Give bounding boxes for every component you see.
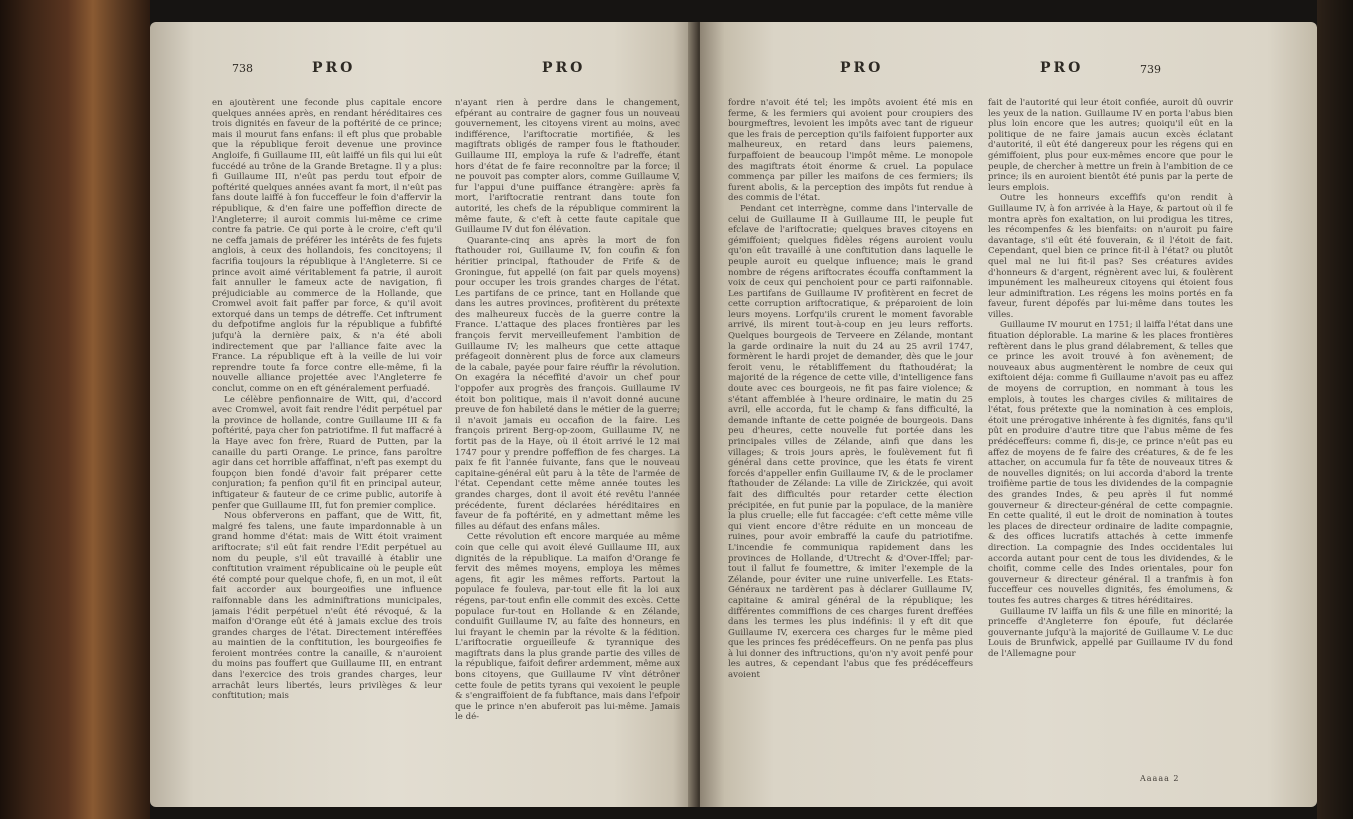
- right-running-head-1: PRO: [840, 60, 884, 76]
- paragraph: n'ayant rien à perdre dans le changement, efpérant au contraire de gagner fous un nouveau gouvernement, les citoyens virent au moins, avec indifférence, l'ariftocratie mortifiée, & les magiftrats obligés de ramper fous le ftathouder. Guillaume III, employa la rufe & l'adreffe, étant hors d'état de fe faire reconnoître par la force; il ne pouvoit pas compter alors, comme Guillaume V, fur l'appui d'une puiffance étrangère: après fa mort, l'ariftocratie rentrant dans toute fon autorité, les chefs de la république commirent la même faute, & c'eft à cette faute capitale que Guillaume IV dut fon élévation.: [455, 98, 680, 236]
- right-page-header: [840, 60, 1300, 86]
- left-running-head-2: PRO: [542, 60, 586, 76]
- book-spine: [0, 0, 150, 819]
- left-page: [150, 22, 695, 807]
- paragraph: Pendant cet interrègne, comme dans l'intervalle de celui de Guillaume II à Guillaume III, le peuple fut efclave de l'ariftocratie; quelques braves citoyens en gémiffoient; quelques fidèles régens auroient voulu qu'on eût travaillé à une conftitution dans laquelle le peuple auroit eu quelque influence; mais le grand nombre de régens ariftocrates écouffa conftamment la voix de ceux qui penchoient pour ce parti raifonnable. Les partifans de Guillaume IV profitèrent en fecret de cette corruption ariftocratique, & préparoient de loin leurs moyens. Lorfqu'ils crurent le moment favorable arrivé, ils mirent tout-à-coup en jeu leurs refforts. Quelques bourgeois de Terveere en Zélande, montant la garde ordinaire la nuit du 24 au 25 avril 1747, formèrent le hardi projet de demander, dès que le jour feroit venu, le rétabliffement du ftathoudérat; la majorité de la régence de cette ville, d'intelligence fans doute avec ces bourgeois, ne fit pas faire violence; & s'étant affemblée à l'heure ordinaire, le matin du 25 avril, elle accorda, fut le champ & fans difficulté, la demande inftante de cette poignée de bourgeois. Dans peu d'heures, cette nouvelle fut portée dans les principales villes de Zélande, ainfi que dans les villages; & trois jours après, le foulèvement fut fi général dans cette province, que les états fe virent forcés d'appeller enfin Guillaume IV, & de le proclamer ftathouder de Zélande: La ville de Zirickzée, qui avoit fait des difficultés pour retarder cette élection précipitée, en fut punie par la populace, de la manière la plus cruelle; elle fut faccagée: c'eft cette même ville qui vient encore d'être réduite en un monceau de ruines, pour avoir embraffé la caufe du patriotifme. L'incendie fe communiqua rapidement dans les provinces de Hollande, d'Utrecht & d'Over-Iffel; par-tout il fallut fe foumettre, & imiter l'exemple de la Zélande, pour éviter une ruine univerfelle. Les Etats-Généraux ne tardèrent pas à déclarer Guillaume IV, capitaine & amiral général de la république; les différentes commiffions de ces charges furent dreffées dans les termes les plus indéfinis: il y eft dit que Guillaume IV, exercera ces charges fur le même pied que les princes fes prédéceffeurs. On ne penfa pas plus à lui donner des inftructions, qu'on n'y avoit penfé pour les autres, & cependant l'abus que fes prédéceffeurs avoient: [728, 203, 973, 681]
- paragraph: Quarante-cinq ans après la mort de fon ftathouder roi, Guillaume IV, fon coufin & fon héritier principal, ftathouder de Frife & de Groningue, fut appellé (on fait par quels moyens) pour occuper les trois grandes charges de l'état. Les partifans de ce prince, tant en Hollande que dans les autres provinces, profitèrent du prétexte des malheureux fuccès de la guerre contre la France. L'attaque des places frontières par les françois fervit merveilleufement l'ambition de Guillaume IV; les malheurs que cette attaque préfageoit donnèrent plus de force aux clameurs de la cabale, payée pour faire réuffir la révolution. On exagéra la néceffité d'avoir un chef pour l'oppofer aux progrès des françois. Guillaume IV étoit bon politique, mais il n'avoit donné aucune preuve de fon habileté dans le métier de la guerre; il n'avoit jamais eu occafion de la faire. Les françois prirent Berg-op-zoom, Guillaume IV, ne fortit pas de la Haye, où il étoit arrivé le 12 mai 1747 pour y prendre poffeffion de fes charges. La paix fe fit l'année fuivante, fans que le nouveau capitaine-général eût paru à la tête de l'armée de l'état. Cependant cette même année toutes les grandes charges, dont il avoit été revêtu l'année précédente, furent déclarées héréditaires en faveur de fa poftérité, en y admettant même les filles au défaut des enfans mâles.: [455, 235, 680, 532]
- right-page-column-1: [728, 98, 973, 798]
- right-page-column-2: [988, 98, 1233, 766]
- right-page-number: 739: [1140, 63, 1161, 76]
- left-page-column-1: [212, 98, 442, 798]
- left-page-header: [232, 60, 672, 86]
- book-edge: [1317, 0, 1353, 819]
- left-page-column-2: [455, 98, 680, 798]
- left-page-number: 738: [232, 62, 253, 75]
- paragraph: Le célèbre penfionnaire de Witt, qui, d'accord avec Cromwel, avoit fait rendre l'édit perpétuel par la province de hollande, contre Guillaume III & fa poftérité, paya cher fon patriotifme. Il fut maffacré à la Haye avec fon frère, Ruard de Putten, par la canaille du parti Orange. Le prince, fans paroître agir dans cet horrible affaffinat, n'eft pas exempt du foupçon bien fondé d'avoir fait préparer cette conjuration; fa penfion qu'il fit en principal auteur, inftigateur & fauteur de ce crime public, autorife à penfer que Guillaume III, fut fon premier complice.: [212, 394, 442, 511]
- signature-mark: Aaaaa 2: [1140, 774, 1180, 783]
- paragraph: fordre n'avoit été tel; les impôts avoient été mis en ferme, & les fermiers qui avoient pour croupiers des bourgmeftres, levoient les impôts avec tant de rigueur que les frais de perception qu'ils faifoient fupporter aux malheureux, en retard dans leurs paiemens, furpaffoient de beaucoup l'impôt même. Le monopole des magiftrats étoit énorme & cruel. La populace commença par piller les maifons de ces fermiers; ils furent abolis, & la perception des impôts fut rendue à des commis de l'état.: [728, 98, 973, 204]
- paragraph: en ajoutèrent une feconde plus capitale encore quelques années après, en rendant héréditaires ces trois dignités en faveur de la poftérité de ce prince; mais il mourut fans enfans: il eft plus que probable que la république feroit devenue une province Angloife, fi Guillaume III, eût laiffé un fils qui lui eût fuccédé au trône de la Grande Bretagne. Il y a plus: fi Guillaume III, n'eût pas perdu tout efpoir de poftérité quelques années avant fa mort, il n'eût pas fans doute laiffé à fon fucceffeur le foin d'affervir la république, & d'en faire une poffeffion directe de l'Angleterre; il auroit commis lui-même ce crime contre fa patrie. Ce qui porte à le croire, c'eft qu'il ne ceffa jamais de préférer les intérêts de fes fujets anglois, à ceux des hollandois, fes concitoyens; il facrifia toujours la république à l'Angleterre. Si ce prince avoit aimé véritablement fa patrie, il auroit fait annuller le fameux acte de navigation, fi préjudiciable au commerce de la Hollande, que Cromwel avoit fait paffer par force, & qu'il avoit extorqué dans un temps de détreffe. Cet inftrument du defpotifme anglois fur la république a fubfifté jufqu'à la dernière paix, & n'a été aboli indirectement que par l'alliance faite avec la France. La république eft à la veille de lui voir reprendre toute fa force contre elle-même, fi la nouvelle alliance projettée avec l'Angleterre fe conclut, comme on en eft généralement perfuadé.: [212, 98, 442, 395]
- paragraph: Guillaume IV mourut en 1751; il laiffa l'état dans une fituation déplorable. La marine & les places frontières reftèrent dans le plus grand délabrement, & telles que ce prince les avoit trouvé à fon avènement; de nouveaux abus augmentèrent le nombre de ceux qui exiftoient déja: comme fi Guillaume n'avoit pas eu affez de moyens de corruption, en nommant à tous les emplois, à toutes les charges civiles & militaires de l'état, fous prétexte que la nomination à ces emplois, étoit une prérogative inhérente à fes dignités, fans qu'il pût en produire d'autre titre que l'abus même de fes prédéceffeurs: comme fi, dis-je, ce prince n'eût pas eu affez de moyens de fe faire des créatures, & de fe les attacher, on accumula fur fa tête de nouveaux titres & de nouvelles dignités; on lui accorda d'abord la trente troifième partie de tous les dividendes de la compagnie des grandes Indes, & peu après il fut nommé gouverneur & directeur-général de cette compagnie. En cette qualité, il eut le droit de nomination à toutes les places de directeur ordinaire de ladite compagnie, & des offices lucratifs attachés à cette immenfe direction. La compagnie des Indes occidentales lui accorda autant pour cent de tous les dividendes, & le choifit, comme celle des Indes orientales, pour fon gouverneur & directeur général. Il a tranfmis à fon fucceffeur ces nouvelles dignités, fes émolumens, & toutes fes autres charges & titres héréditaires.: [988, 320, 1233, 606]
- paragraph: Nous obferverons en paffant, que de Witt, fit, malgré fes talens, une faute impardonnable à un grand homme d'état: mais de Witt étoit vraiment ariftocrate; s'il eût fait rendre l'Edit perpétuel au nom du peuple, s'il eût travaillé à établir une conftitution vraiment républicaine où le peuple eût été compté pour quelque chofe, fi, en un mot, il eût fait accorder aux bourgeoifies une influence raifonnable dans les adminiftrations municipales, jamais l'édit perpétuel n'eût été révoqué, & la maifon d'Orange eût été à jamais exclue des trois grandes charges de l'état. Directement intéreffées au maintien de la conftitution, les bourgeoifies fe feroient montrées contre la canaille, & n'auroient du moins pas fouffert que Guillaume III, en entrant dans l'exercice des trois grandes charges, leur arrachât leurs libertés, leurs privilèges & leur conftitution; mais: [212, 511, 442, 702]
- paragraph: Guillaume IV laiffa un fils & une fille en minorité; la princeffe d'Angleterre fon époufe, fut déclarée gouvernante jufqu'à la majorité de Guillaume V. Le duc Louis de Brunfwick, appellé par Guillaume IV du fond de l'Allemagne pour: [988, 606, 1233, 659]
- paragraph: Outre les honneurs exceffifs qu'on rendit à Guillaume IV, à fon arrivée à la Haye, & partout où il fe montra après fon exaltation, on lui prodigua les titres, les récompenfes & les bienfaits: on n'auroit pu faire davantage, s'il eût été fouverain, & il l'étoit de fait. Cependant, quel bien ce prince fit-il à l'état? ou plutôt quel mal ne lui fit-il pas? Ses créatures avides d'honneurs & d'argent, régnèrent avec lui, & foulèrent impunément les malheureux citoyens qui étoient fous leur adminiftration. Les régens les moins portés en fa faveur, furent dépofés par lui-même dans toutes les villes.: [988, 193, 1233, 320]
- right-page: [700, 22, 1317, 807]
- paragraph: Cette révolution eft encore marquée au même coin que celle qui avoit élevé Guillaume III, aux dignités de la république. La maifon d'Orange fe fervit des mêmes moyens, employa les mêmes agens, fit agir les mêmes refforts. Partout la populace fe fouleva, par-tout elle fit la loi aux régens, par-tout enfin elle commit des excès. Cette populace fur-tout en Hollande & en Zélande, conduifit Guillaume IV, au faîte des honneurs, en lui frayant le chemin par la révolte & la fédition. L'ariftocratie orgueilleufe & tyrannique des magiftrats dans la plus grande partie des villes de la république, faifoit defirer ardemment, même aux bons citoyens, que Guillaume IV vînt détrôner cette foule de petits tyrans qui vexoient le peuple & s'engraiffoient de fa fubftance, mais dans l'efpoir que le prince n'en abuferoit pas lui-même. Jamais le dé-: [455, 532, 680, 723]
- right-running-head-2: PRO: [1040, 60, 1084, 76]
- left-running-head-1: PRO: [312, 60, 356, 76]
- paragraph: fait de l'autorité qui leur étoit confiée, auroit dû ouvrir les yeux de la nation. Guillaume IV en porta l'abus bien plus loin encore que les autres; quoiqu'il eût en la politique de ne faire jamais aucun excès éclatant d'autorité, il eût été dangereux pour les régens qui en gémiffoient, plus pour eux-mêmes encore que pour le peuple, de chercher à mettre un frein à l'ambition de ce prince; ils en auroient bientôt été punis par la perte de leurs emplois.: [988, 98, 1233, 193]
